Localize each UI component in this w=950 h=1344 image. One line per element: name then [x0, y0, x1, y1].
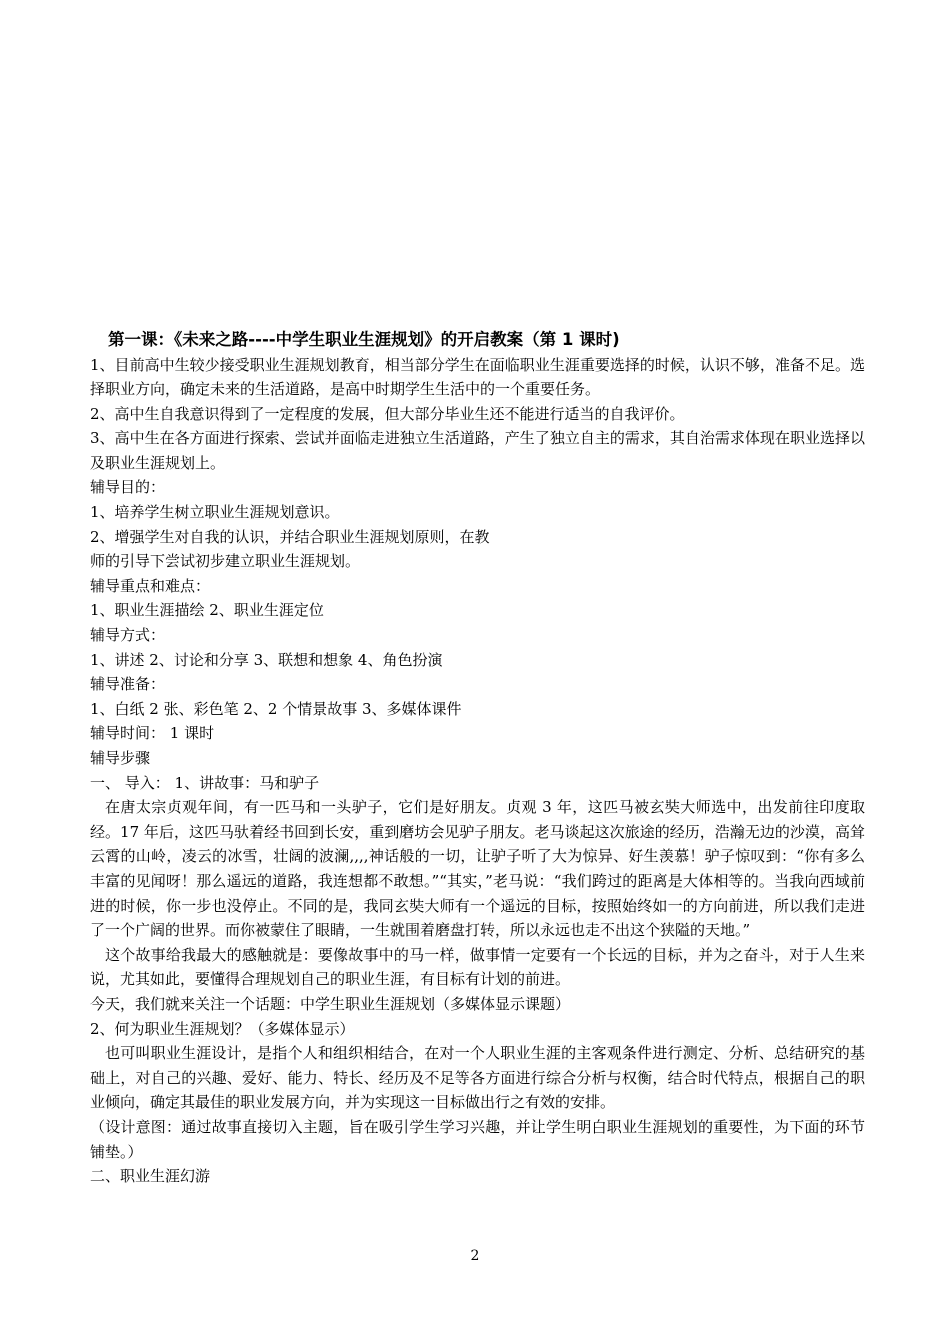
career-planning-definition: 也可叫职业生涯设计，是指个人和组织相结合，在对一个人职业生涯的主客观条件进行测定、分析、总结研究的基础上，对自己的兴趣、爱好、能力、特长、经历及不足等各方面进行综合分析与权衡，结合时代特点，根据自己的职业倾向，确定其最佳的职业发展方向，并为实现这一目标做出行之有效的安排。 [90, 1044, 865, 1112]
section-heading-career-fantasy: 二、职业生涯幻游 [90, 1167, 211, 1186]
topic-introduction: 今天，我们就来关注一个话题：中学生职业生涯规划（多媒体显示课题） [90, 994, 571, 1013]
document-body [90, 328, 865, 1189]
duration-line: 辅导时间： 1 课时 [90, 724, 215, 743]
section-heading-focus: 辅导重点和难点： [90, 576, 211, 595]
goal-2-line-2: 师的引导下尝试初步建立职业生涯规划。 [90, 552, 361, 571]
section-heading-methods: 辅导方式： [90, 626, 166, 645]
focus-items: 1、职业生涯描绘 2、职业生涯定位 [90, 601, 324, 620]
goal-1: 1、培养学生树立职业生涯规划意识。 [90, 503, 340, 522]
page-number: 2 [470, 1248, 480, 1264]
story-reflection: 这个故事给我最大的感触就是：要像故事中的马一样，做事情一定要有一个长远的目标，并为之奋斗，对于人生来说，尤其如此，要懂得合理规划自己的职业生涯，有目标有计划的前进。 [90, 945, 865, 989]
story-horse-and-donkey: 在唐太宗贞观年间，有一匹马和一头驴子，它们是好朋友。贞观 3 年，这匹马被玄奘大师选中，出发前往印度取经。17 年后，这匹马驮着经书回到长安，重到磨坊会见驴子朋友。老马谈起这次旅途的经历，浩瀚无边的沙漠，高耸云霄的山岭，凌云的冰雪，壮阔的波澜,,,,神话般的一切，让驴子听了大为惊异、好生羡慕！驴子惊叹到：“你有多么丰富的见闻呀！那么遥远的道路，我连想都不敢想。”“其实，”老马说：“我们跨过的距离是大体相等的。当我向西域前进的时候，你一步也没停止。不同的是，我同玄奘大师有一个遥远的目标，按照始终如一的方向前进，所以我们走进了一个广阔的世界。而你被蒙住了眼睛，一生就围着磨盘打转，所以永远也走不出这个狭隘的天地。” [90, 798, 865, 940]
preparation-items: 1、白纸 2 张、彩色笔 2、2 个情景故事 3、多媒体课件 [90, 699, 462, 718]
question-what-is-career-planning: 2、何为职业生涯规划？（多媒体显示） [90, 1019, 355, 1038]
step-1-intro: 一、 导入： 1、讲故事：马和驴子 [90, 773, 320, 792]
method-items: 1、讲述 2、讨论和分享 3、联想和想象 4、角色扮演 [90, 650, 443, 669]
design-intent-note: （设计意图：通过故事直接切入主题，旨在吸引学生学习兴趣，并让学生明白职业生涯规划的重要性，为下面的环节铺垫。） [90, 1117, 865, 1161]
background-point-2: 2、高中生自我意识得到了一定程度的发展，但大部分毕业生还不能进行适当的自我评价。 [90, 404, 685, 423]
section-heading-goals: 辅导目的： [90, 478, 166, 497]
goal-2-line-1: 2、增强学生对自我的认识，并结合职业生涯规划原则，在教 [90, 527, 490, 546]
background-point-1: 1、目前高中生较少接受职业生涯规划教育，相当部分学生在面临职业生涯重要选择的时候，认识不够，准备不足。选择职业方向，确定未来的生活道路，是高中时期学生生活中的一个重要任务。 [90, 355, 865, 399]
lesson-title: 第一课：《未来之路----中学生职业生涯规划》的开启教案（第 1 课时) [108, 330, 620, 349]
background-point-3: 3、高中生在各方面进行探索、尝试并面临走进独立生活道路，产生了独立自主的需求，其自治需求体现在职业选择以及职业生涯规划上。 [90, 429, 865, 472]
section-heading-preparation: 辅导准备： [90, 675, 166, 694]
section-heading-steps: 辅导步骤 [90, 749, 151, 767]
